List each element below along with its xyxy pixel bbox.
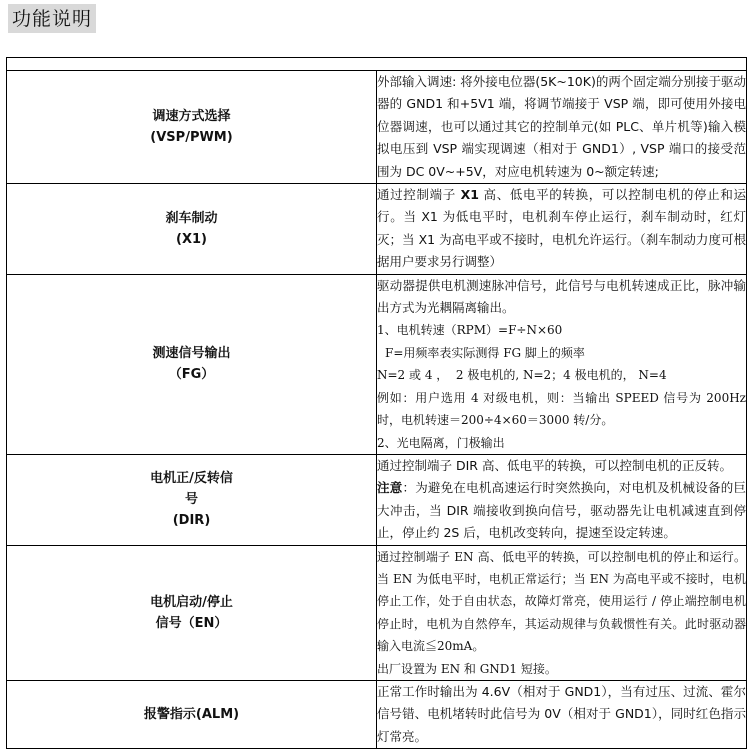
- row-label-line: （FG）: [168, 367, 215, 383]
- table-row-brake: [7, 184, 747, 275]
- row-label-line: 调速方式选择: [152, 109, 231, 125]
- formula-line: 2、光电隔离，门极输出: [377, 435, 505, 450]
- row-label-line: 电机启动/停止: [150, 594, 233, 610]
- row-description: [377, 274, 750, 454]
- table-header-spacer: [7, 58, 747, 71]
- function-spec-table: [6, 57, 750, 749]
- row-label-line: 信号（EN）: [155, 615, 228, 631]
- table-row-speed-mode: [7, 71, 747, 184]
- row-label: [7, 454, 377, 545]
- description-text: 高、低电平的转换，可以控制电机的停止和运行。当 X1 为低电平时，电机刹车停止运行，刹车制动时，红灯灭；当 X1 为高电平或不接时，电机允许运行。（刹车制动力度可根据用户要求另行调整）: [377, 187, 746, 270]
- row-label-line: 报警指示(ALM): [143, 707, 240, 723]
- row-label-line: 刹车制动: [165, 210, 218, 226]
- formula-line: 1、电机转速（RPM）=F÷N×60: [377, 323, 563, 338]
- note-line: [377, 477, 746, 544]
- table-row-enable: [7, 545, 747, 680]
- description-line: 出厂设置为 EN 和 GND1 短接。: [377, 661, 557, 676]
- row-label-line: (DIR): [172, 513, 211, 529]
- description-line: 正常工作时输出为 4.6V（相对于 GND1），当有过压、过流、霍尔信号错、电机堵转时此信号为 0V（相对于 GND1），同时红色指示灯常亮。: [377, 683, 746, 744]
- table-row-speed-signal: [7, 274, 747, 454]
- page-title: 功能说明: [8, 4, 96, 33]
- row-label-line: 测速信号输出: [152, 346, 231, 362]
- row-label: [7, 184, 377, 275]
- row-description: [377, 545, 747, 680]
- formula-line: F=用频率表实际测得 FG 脚上的频率: [385, 345, 585, 360]
- description-line: 通过控制端子 EN 高、低电平的转换，可以控制电机的停止和运行。当 EN 为低电平时，电机正常运行；当 EN 为高电平或不接时，电机停止工作，处于自由状态，故障灯常亮，使用运行 / 停止端控制电机停止时，电机为自然停车，其运动规律与负载惯性有关。此时驱动器输入电流≦20mA。: [377, 549, 746, 654]
- table-row-direction: [7, 454, 747, 545]
- row-label-line: (VSP/PWM): [150, 130, 233, 146]
- formula-line: N=2 或 4 ， 2 极电机的, N=2；4 极电机的， N=4: [377, 368, 667, 383]
- row-label: [7, 545, 377, 680]
- description-line: 通过控制端子 DIR 高、低电平的转换，可以控制电机的正反转。: [377, 457, 732, 473]
- row-description: [377, 184, 747, 275]
- row-label-line: (X1): [176, 231, 207, 247]
- row-description: [377, 454, 747, 545]
- row-label-line: 号: [184, 492, 198, 508]
- table-row-alarm: [7, 680, 747, 748]
- row-label: [7, 680, 377, 748]
- description-line: 外部输入调速: 将外接电位器(5K~10K)的两个固定端分别接于驱动器的 GND1 和+5V1 端，将调节端接于 VSP 端，即可使用外接电位器调速，也可以通过其它的控制单元(如 PLC、单片机等)输入模拟电压到 VSP 端实现调速（相对于 GND1）, VSP 端口的接受范围为 DC 0V~+5V，对应电机转速为 0~额定转速;: [377, 74, 746, 179]
- example-line: 例如：用户选用 4 对级电机，则：当输出 SPEED 信号为 200Hz 时，电机转速＝200÷4×60＝3000 转/分。: [377, 390, 750, 428]
- row-label: [7, 71, 377, 184]
- note-label: 注意: [377, 480, 403, 496]
- note-text: ：为避免在电机高速运行时突然换向，对电机及机械设备的巨大冲击，当 DIR 端接收到换向信号，驱动器先让电机减速直到停止，停止约 2S 后，电机改变转向，提速至设定转速。: [377, 480, 746, 541]
- terminal-name-bold: X1: [460, 187, 479, 203]
- description-line: [377, 184, 746, 274]
- description-line: 驱动器提供电机测速脉冲信号，此信号与电机转速成正比，脉冲输出方式为光耦隔离输出。: [377, 277, 746, 316]
- row-label-line: 电机正/反转信: [150, 471, 233, 487]
- row-label: [7, 274, 377, 454]
- description-text: 通过控制端子: [377, 187, 461, 203]
- row-description: [377, 680, 747, 748]
- row-description: [377, 71, 747, 184]
